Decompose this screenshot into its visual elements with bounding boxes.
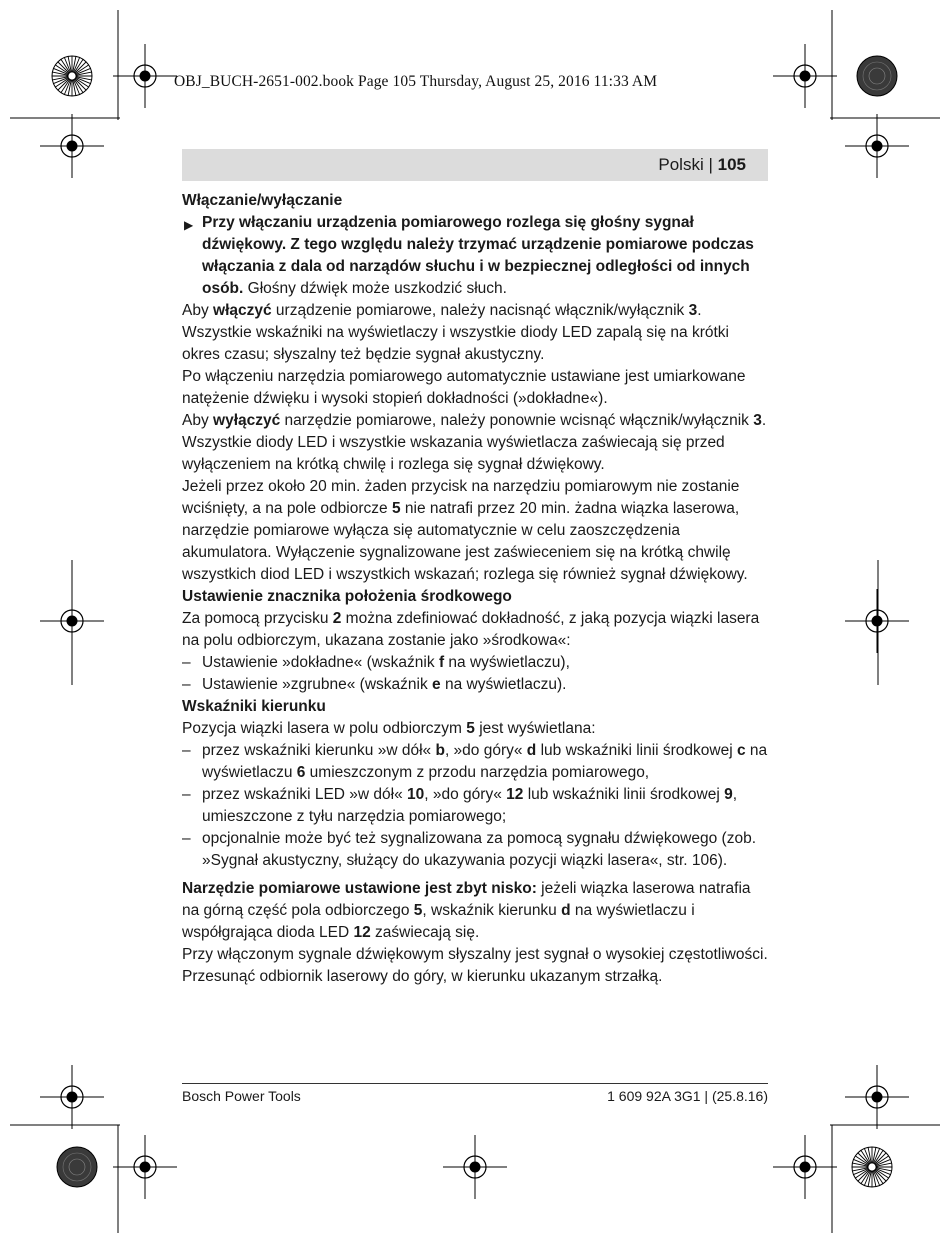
text: lub wskaźniki linii środkowej: [536, 742, 737, 759]
text: lub wskaźniki linii środkowej: [523, 786, 725, 803]
text: Jeżeli przez około 20 min. żaden przycisk na narzędziu pomiarowym nie zostanie wciśnięty, a na pole odbiorcze: [182, 478, 740, 517]
text: zaświecają się.: [370, 924, 480, 941]
paragraph-too-low: [182, 878, 768, 944]
safety-warning: [182, 212, 768, 300]
text: Za pomocą przycisku: [182, 610, 333, 627]
footer-divider: [182, 1083, 768, 1084]
dash-bullet: –: [182, 830, 191, 847]
heading-direction: Wskaźniki kierunku: [182, 698, 326, 715]
ref-number: 5: [413, 902, 423, 919]
text: , »do góry«: [444, 742, 527, 759]
text: , wskaźnik kierunku: [422, 902, 562, 919]
page-number: 105: [717, 155, 746, 174]
text: na wyświetlaczu),: [444, 654, 570, 671]
rays-mark-top-left: [52, 56, 92, 96]
text: na wyświetlaczu i współgrająca dioda LED: [182, 902, 695, 941]
footer-doc-number: 1 609 92A 3G1 | (25.8.16): [607, 1088, 768, 1104]
dash-bullet: –: [182, 654, 191, 671]
text: narzędzie pomiarowe, należy ponownie wcisnąć włącznik/wyłącznik: [280, 412, 754, 429]
text-bold: wyłączyć: [213, 412, 281, 429]
text: . Wszystkie wskaźniki na wyświetlaczy i wszystkie diody LED zapalą się na krótki okres czasu; słyszalny też będzie sygnał akustyczny.: [182, 302, 729, 363]
text: Aby: [182, 302, 214, 319]
paragraph-switch-off: [182, 410, 768, 476]
paragraph-defaults: Po włączeniu narzędzia pomiarowego automatycznie ustawiane jest umiarkowane natężenie dźwięku i wysoki stopień dokładności (»dokładne«).: [182, 368, 746, 407]
ref-letter: d: [526, 742, 537, 759]
text: , »do góry«: [424, 786, 507, 803]
warning-text: Głośny dźwięk może uszkodzić słuch.: [243, 280, 507, 297]
ref-letter: f: [438, 654, 445, 671]
page-header: [182, 149, 768, 181]
paragraph-auto-off: [182, 476, 768, 586]
list-item: [182, 828, 768, 872]
header-text: [658, 155, 746, 175]
list-item: [182, 652, 768, 674]
ref-number: 9: [724, 786, 733, 803]
footer-publisher: Bosch Power Tools: [182, 1088, 301, 1104]
header-separator: |: [703, 155, 718, 174]
text: . Wszystkie diody LED i wszystkie wskazania wyświetlacza zaświecają się przed wyłączeniem na krótką chwilę i rozlega się sygnał dźwiękowy.: [182, 412, 767, 473]
dash-bullet: –: [182, 676, 191, 693]
ref-number: 12: [353, 924, 371, 941]
text: przez wskaźniki kierunku »w dół«: [202, 742, 436, 759]
text-bold: Narzędzie pomiarowe ustawione jest zbyt nisko:: [182, 880, 537, 897]
heading-on-off: Włączanie/wyłączanie: [182, 192, 343, 209]
text: Ustawienie »zgrubne« (wskaźnik: [202, 676, 433, 693]
center-mark-list: [182, 652, 768, 696]
paragraph-too-low-signal: Przy włączonym sygnale dźwiękowym słyszalny jest sygnał o wysokiej częstotliwości. Przesunąć odbiornik laserowy do góry, w kierunku ukazanym strzałką.: [182, 946, 768, 985]
text: jeżeli wiązka laserowa natrafia na górną część pola odbiorczego: [182, 880, 751, 919]
ref-number: 3: [753, 412, 762, 429]
ref-number: 3: [688, 302, 698, 319]
heading-center-mark: Ustawienie znacznika położenia środkowego: [182, 588, 512, 605]
ref-letter: e: [432, 676, 441, 693]
page-body: [182, 190, 768, 988]
dash-bullet: –: [182, 742, 191, 759]
list-item: [182, 784, 768, 828]
text: nie natrafi przez 20 min. żadna wiązka laserowa, narzędzie pomiarowe wyłącza się automatycznie w celu zaoszczędzenia akumulatora. Wyłączenie sygnalizowane jest zaświeceniem się na krótką chwilę wszystkich diod LED i wszystkich wskazań; rozlega się również sygnał dźwiękowy.: [182, 500, 748, 583]
text: umieszczonym z przodu narzędzia pomiarowego,: [305, 764, 650, 781]
text: urządzenie pomiarowe, należy nacisnąć włącznik/wyłącznik: [271, 302, 689, 319]
ref-letter: b: [435, 742, 445, 759]
text: przez wskaźniki LED »w dół«: [202, 786, 408, 803]
text-bold: włączyć: [213, 302, 272, 319]
text: opcjonalnie może być też sygnalizowana za pomocą sygnału dźwiękowego (zob. »Sygnał akustyczny, służący do ukazywania pozycji wiązki lasera«, str. 106).: [202, 830, 757, 869]
ref-letter: c: [736, 742, 746, 759]
text: można zdefiniować dokładność, z jaką pozycja wiązki lasera na polu odbiorczym, ukazana zostanie jako »środkowa«:: [182, 610, 760, 649]
list-item: [182, 674, 768, 696]
text: na wyświetlaczu: [202, 742, 768, 781]
direction-list: [182, 740, 768, 872]
text: , umieszczone z tyłu narzędzia pomiarowego;: [202, 786, 738, 825]
text: Ustawienie »dokładne« (wskaźnik: [202, 654, 439, 671]
text: jest wyświetlana:: [474, 720, 596, 737]
text: na wyświetlaczu).: [440, 676, 567, 693]
header-language: Polski: [658, 155, 704, 174]
ref-number: 5: [391, 500, 401, 517]
print-slug: OBJ_BUCH-2651-002.book Page 105 Thursday, August 25, 2016 11:33 AM: [174, 73, 658, 90]
text: Aby: [182, 412, 214, 429]
ref-letter: d: [561, 902, 571, 919]
paragraph-switch-on: [182, 300, 768, 366]
ref-number: 5: [466, 720, 475, 737]
ref-number: 10: [407, 786, 425, 803]
paragraph-center-mark: [182, 608, 768, 652]
dash-bullet: –: [182, 786, 191, 803]
text: Pozycja wiązki lasera w polu odbiorczym: [182, 720, 467, 737]
ref-number: 2: [332, 610, 342, 627]
ref-number: 12: [506, 786, 524, 803]
paragraph-direction: [182, 718, 768, 740]
warning-triangle-icon: ▶: [184, 218, 194, 232]
warning-bold-text: Przy włączaniu urządzenia pomiarowego rozlega się głośny sygnał dźwiękowy. Z tego względu należy trzymać urządzenie pomiarowe podczas włączania z dala od narządów słuchu i w bezpiecznej odległości od innych osób.: [202, 214, 754, 297]
ref-number: 6: [296, 764, 306, 781]
list-item: [182, 740, 768, 784]
